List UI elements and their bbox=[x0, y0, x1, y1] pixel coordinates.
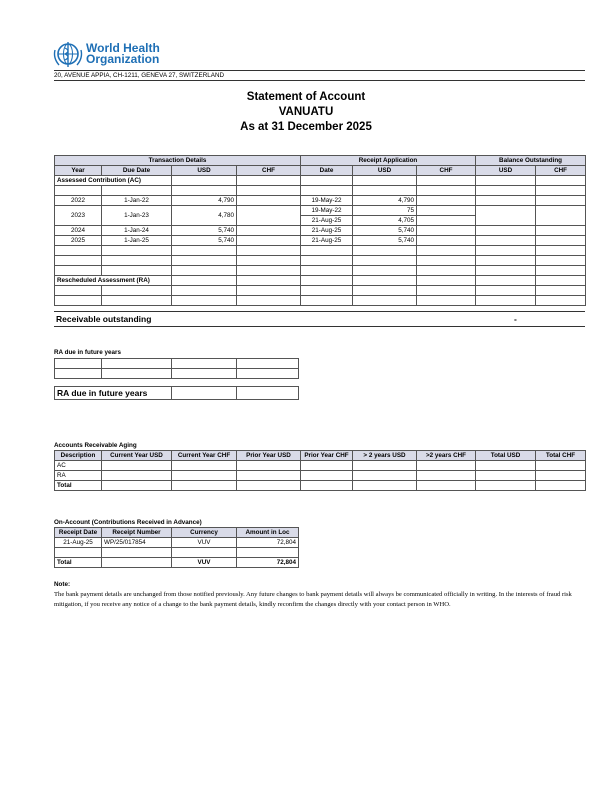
aging-col-prior-usd: Prior Year USD bbox=[237, 451, 301, 461]
col-balance-chf: CHF bbox=[536, 166, 586, 176]
ra-future-total-table bbox=[54, 386, 299, 400]
on-account-col-date: Receipt Date bbox=[55, 528, 102, 538]
col-receipt-chf: CHF bbox=[417, 166, 476, 176]
section-assessed-contribution: Assessed Contribution (AC) bbox=[55, 176, 172, 186]
receivable-outstanding-row bbox=[54, 311, 585, 327]
statement-date: As at 31 December 2025 bbox=[240, 121, 372, 133]
group-receipt-application: Receipt Application bbox=[301, 156, 476, 166]
aging-col-prior-chf: Prior Year CHF bbox=[301, 451, 353, 461]
who-logo bbox=[52, 40, 192, 70]
table-row: Total bbox=[55, 481, 586, 491]
on-account-col-number: Receipt Number bbox=[102, 528, 172, 538]
note-text: The bank payment details are unchanged from those notified previously. Any future changes to bank payment details will always be communicated officially in writing. In the interests of fraud risk mitigation, if you receive any notice of a change to the bank payment details, kindly reconfirm the changes directly with your contact person in WHO. bbox=[54, 591, 572, 608]
table-row: AC bbox=[55, 461, 586, 471]
table-row: RA bbox=[55, 471, 586, 481]
aging-col-description: Description bbox=[55, 451, 102, 461]
col-chf: CHF bbox=[237, 166, 301, 176]
col-year: Year bbox=[55, 166, 102, 176]
aging-heading: Accounts Receivable Aging bbox=[54, 442, 137, 449]
group-balance-outstanding: Balance Outstanding bbox=[476, 156, 586, 166]
table-row: 2023 1-Jan-23 4,780 19-May-22 75 bbox=[55, 206, 586, 216]
who-emblem-icon bbox=[52, 40, 84, 70]
table-row: 2025 1-Jan-25 5,740 21-Aug-25 5,740 bbox=[55, 236, 586, 246]
ra-future-total-label: RA due in future years bbox=[55, 387, 172, 400]
note-title: Note: bbox=[54, 581, 71, 588]
col-due-date: Due Date bbox=[102, 166, 172, 176]
statement-table bbox=[54, 155, 586, 306]
org-name-line1: World Health bbox=[86, 41, 160, 55]
on-account-total-row: Total VUV 72,804 bbox=[55, 558, 299, 568]
on-account-col-amount: Amount in Loc bbox=[237, 528, 299, 538]
on-account-col-currency: Currency bbox=[172, 528, 237, 538]
table-row: 21-Aug-25 WP/25/017854 VUV 72,804 bbox=[55, 538, 299, 548]
aging-col-total-chf: Total CHF bbox=[536, 451, 586, 461]
org-name-line2: Organization bbox=[86, 52, 160, 66]
header-rule bbox=[54, 70, 585, 71]
aging-col-current-chf: Current Year CHF bbox=[172, 451, 237, 461]
on-account-heading: On-Account (Contributions Received in Advance) bbox=[54, 519, 202, 526]
receivable-outstanding-value: - bbox=[514, 314, 517, 324]
aging-col-current-usd: Current Year USD bbox=[102, 451, 172, 461]
header-rule-bottom bbox=[54, 80, 585, 81]
col-balance-usd: USD bbox=[476, 166, 536, 176]
country-name: VANUATU bbox=[278, 106, 334, 118]
ra-future-table bbox=[54, 358, 299, 379]
table-row: 2024 1-Jan-24 5,740 21-Aug-25 5,740 bbox=[55, 226, 586, 236]
col-receipt-usd: USD bbox=[353, 166, 417, 176]
aging-col-over2-usd: > 2 years USD bbox=[353, 451, 417, 461]
receivable-outstanding-label: Receivable outstanding bbox=[56, 314, 152, 324]
section-rescheduled-assessment: Rescheduled Assessment (RA) bbox=[55, 276, 172, 286]
statement-title: Statement of Account bbox=[246, 91, 366, 103]
table-row: 21-Aug-25 4,705 bbox=[55, 216, 586, 226]
group-transaction-details: Transaction Details bbox=[55, 156, 301, 166]
aging-col-over2-chf: >2 years CHF bbox=[417, 451, 476, 461]
table-row: 2022 1-Jan-22 4,790 19-May-22 4,790 bbox=[55, 196, 586, 206]
aging-table bbox=[54, 450, 586, 491]
aging-col-total-usd: Total USD bbox=[476, 451, 536, 461]
address: 20, AVENUE APPIA, CH-1211, GENEVA 27, SWITZERLAND bbox=[54, 72, 225, 79]
on-account-table bbox=[54, 527, 299, 568]
ra-future-heading: RA due in future years bbox=[54, 349, 121, 356]
col-receipt-date: Date bbox=[301, 166, 353, 176]
col-usd: USD bbox=[172, 166, 237, 176]
